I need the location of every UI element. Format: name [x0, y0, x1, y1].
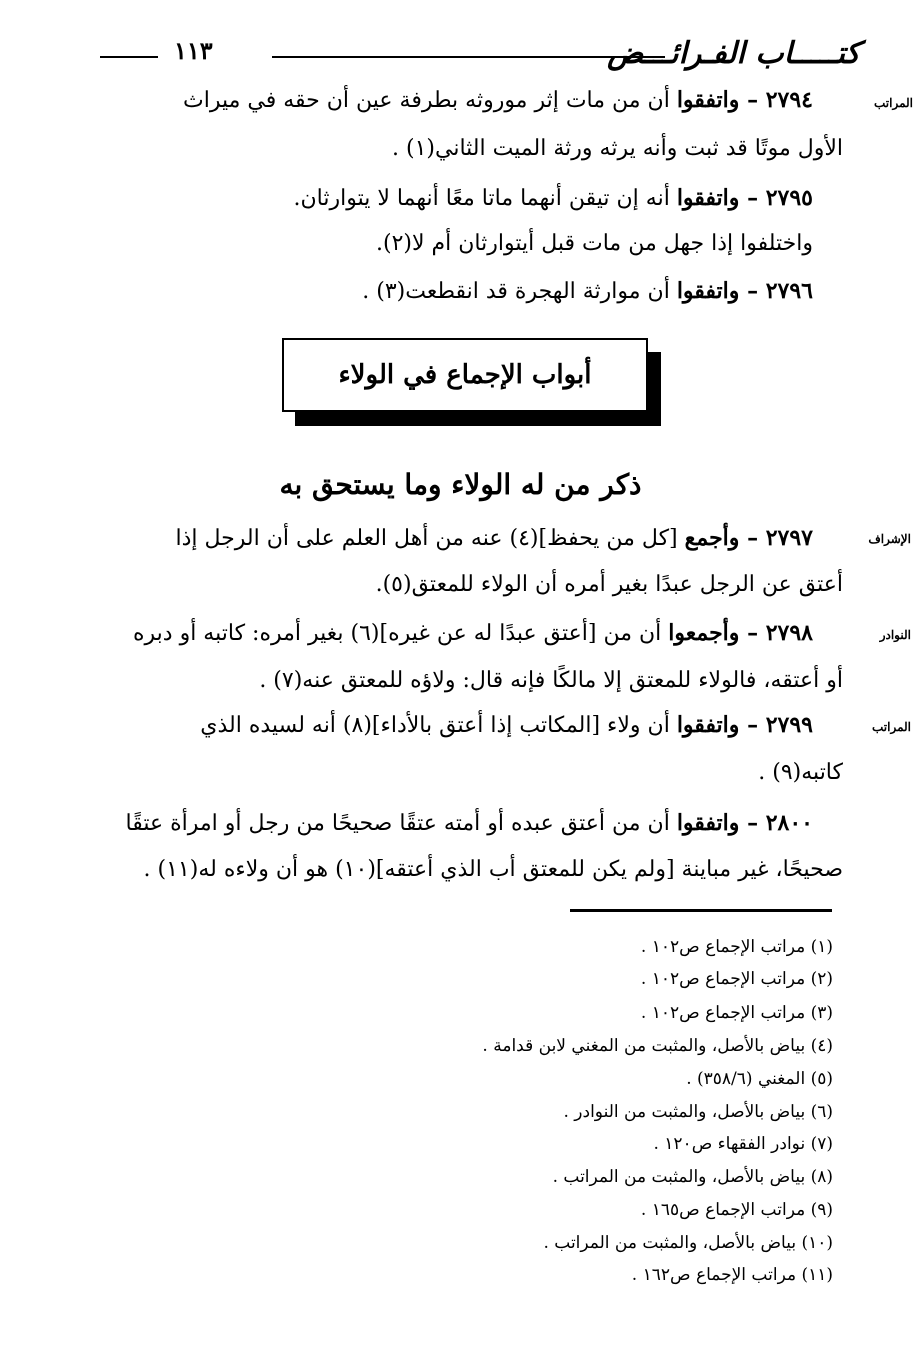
footnote-11: (١١) مراتب الإجماع ص١٦٢ . — [631, 1265, 833, 1285]
paragraph-2799-line-2: كاتبه(٩) . — [758, 760, 843, 785]
paragraph-2794-line-1 — [183, 87, 813, 113]
footnote-7: (٧) نوادر الفقهاء ص١٢٠ . — [653, 1134, 833, 1154]
chapter-title: أبواب الإجماع في الولاء — [338, 360, 592, 390]
header-rule — [272, 56, 665, 58]
footnote-6: (٦) بياض بالأصل، والمثبت من النوادر . — [563, 1102, 833, 1122]
margin-label: النوادر — [879, 628, 911, 642]
entry-number: ٢٧٩٧ – وأجمع — [684, 525, 813, 551]
entry-text: أن موارثة الهجرة قد انقطعت(٣) . — [362, 279, 677, 304]
paragraph-2797-line-2: أعتق عن الرجل عبدًا بغير أمره أن الولاء للمعتق(٥). — [375, 572, 843, 597]
page-number: ١١٣ — [174, 36, 213, 65]
paragraph-2794-line-2: الأول موتًا قد ثبت وأنه يرثه ورثة الميت الثاني(١) . — [392, 136, 843, 161]
footnote-10: (١٠) بياض بالأصل، والمثبت من المراتب . — [543, 1233, 833, 1253]
entry-text: أن من [أعتق عبدًا له عن غيره](٦) بغير أمره: كاتبه أو دبره — [133, 621, 669, 646]
entry-text: أن من أعتق عبده أو أمته عتقًا صحيحًا من رجل أو امرأة عتقًا — [125, 811, 677, 836]
footnote-2: (٢) مراتب الإجماع ص١٠٢ . — [640, 969, 833, 989]
book-title: كتـــــاب الفـرائـــض — [607, 36, 860, 71]
paragraph-2798-line-1 — [133, 620, 813, 646]
section-heading: ذكر من له الولاء وما يستحق به — [279, 468, 642, 501]
footnote-3: (٣) مراتب الإجماع ص١٠٢ . — [640, 1003, 833, 1023]
entry-number: ٢٧٩٤ – واتفقوا — [676, 87, 813, 113]
margin-label: الإشراف — [868, 532, 911, 546]
entry-text: أنه إن تيقن أنهما ماتا معًا أنهما لا يتوارثان. — [293, 186, 677, 211]
paragraph-2800-line-1 — [126, 810, 813, 836]
footnote-separator — [570, 909, 832, 912]
paragraph-2797-line-1 — [175, 525, 813, 551]
footnote-1: (١) مراتب الإجماع ص١٠٢ . — [640, 937, 833, 957]
entry-number: ٢٧٩٥ – واتفقوا — [676, 185, 813, 211]
footnote-8: (٨) بياض بالأصل، والمثبت من المراتب . — [552, 1167, 833, 1187]
margin-label: المراتب — [873, 96, 913, 110]
entry-number: ٢٧٩٨ – وأجمعوا — [668, 620, 813, 646]
footnote-4: (٤) بياض بالأصل، والمثبت من المغني لابن قدامة . — [482, 1036, 833, 1056]
entry-text: [كل من يحفظ](٤) عنه من أهل العلم على أن الرجل إذا — [175, 526, 685, 551]
running-header — [100, 34, 860, 74]
entry-text: أن من مات إثر موروثه بطرفة عين أن حقه في ميراث — [183, 88, 677, 113]
entry-number: ٢٨٠٠ – واتفقوا — [676, 810, 813, 836]
footnote-5: (٥) المغني (٣٥٨/٦) . — [686, 1069, 833, 1089]
entry-text: أن ولاء [المكاتب إذا أعتق بالأداء](٨) أنه لسيده الذي — [200, 713, 677, 738]
paragraph-ikhtilaf: واختلفوا إذا جهل من مات قبل أيتوارثان أم لا(٢). — [375, 231, 813, 256]
paragraph-2800-line-2: صحيحًا، غير مباينة [ولم يكن للمعتق أب الذي أعتقه](١٠) هو أن ولاءه له(١١) . — [143, 857, 843, 882]
paragraph-2798-line-2: أو أعتقه، فالولاء للمعتق إلا مالكًا فإنه قال: ولاؤه للمعتق عنه(٧) . — [259, 668, 843, 693]
footnote-9: (٩) مراتب الإجماع ص١٦٥ . — [640, 1200, 833, 1220]
margin-label: المراتب — [871, 720, 911, 734]
header-rule-short — [100, 56, 158, 58]
entry-number: ٢٧٩٦ – واتفقوا — [676, 278, 813, 304]
paragraph-2795 — [294, 185, 813, 211]
entry-number: ٢٧٩٩ – واتفقوا — [676, 712, 813, 738]
paragraph-2799-line-1 — [200, 712, 813, 738]
paragraph-2796 — [362, 278, 813, 304]
chapter-title-box — [282, 338, 648, 412]
